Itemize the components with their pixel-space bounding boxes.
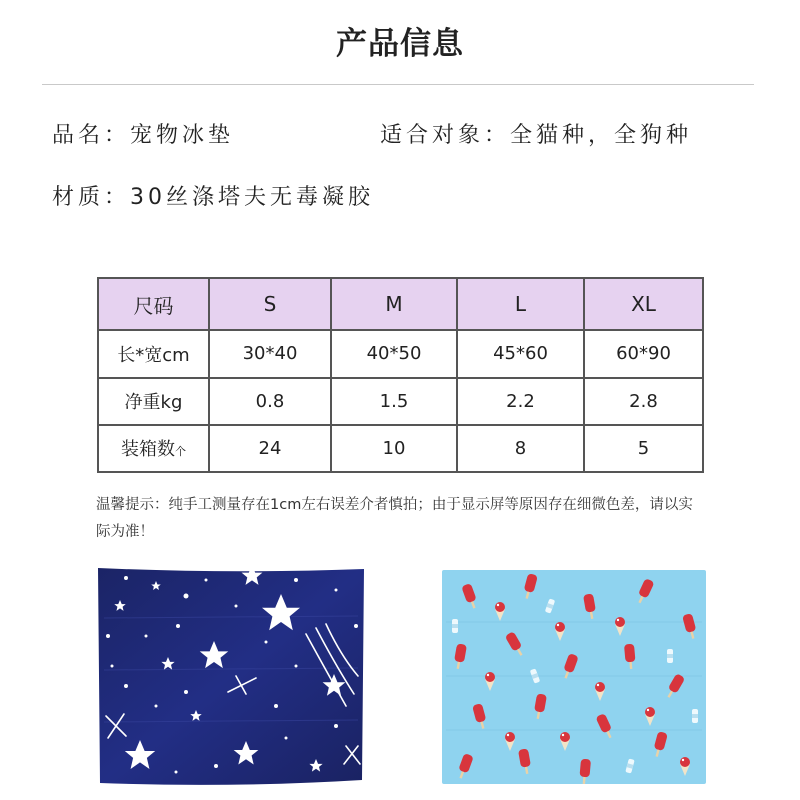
- table-cell: 1.5: [331, 378, 457, 425]
- material: 材质：30丝涤塔夫无毒凝胶: [52, 185, 374, 210]
- table-cell: 8: [457, 425, 584, 472]
- product-name: 品名：宠物冰垫: [52, 123, 235, 148]
- table-cell: 5: [584, 425, 703, 472]
- table-row: [98, 378, 703, 425]
- header-cell: 尺码: [98, 278, 209, 330]
- table-row: [98, 330, 703, 377]
- header-cell: L: [457, 278, 584, 330]
- table-cell: 60*90: [584, 330, 703, 377]
- table-header-row: [98, 278, 703, 330]
- header-cell: M: [331, 278, 457, 330]
- table-cell: 2.8: [584, 378, 703, 425]
- title-divider: [42, 84, 754, 85]
- table-cell: 45*60: [457, 330, 584, 377]
- star-pattern-mat: [96, 566, 366, 786]
- measurement-note: 温馨提示：纯手工测量存在1cm左右误差介者慎拍；由于显示屏等原因存在细微色差，请以实际为准！: [96, 497, 693, 540]
- row-label: 净重kg: [98, 378, 209, 425]
- table-cell: 24: [209, 425, 331, 472]
- row-label: 装箱数个: [98, 425, 209, 472]
- table-cell: 30*40: [209, 330, 331, 377]
- page-title: 产品信息: [336, 26, 464, 62]
- row-label: 长*宽cm: [98, 330, 209, 377]
- unit-suffix: 个: [175, 445, 186, 459]
- table-cell: 10: [331, 425, 457, 472]
- size-table: [97, 277, 704, 473]
- table-row: [98, 425, 703, 472]
- popsicle-pattern-mat: [440, 566, 708, 788]
- suitable-for: 适合对象：全猫种，全狗种: [380, 123, 693, 148]
- table-cell: 0.8: [209, 378, 331, 425]
- table-cell: 2.2: [457, 378, 584, 425]
- table-cell: 40*50: [331, 330, 457, 377]
- header-cell: S: [209, 278, 331, 330]
- header-cell: XL: [584, 278, 703, 330]
